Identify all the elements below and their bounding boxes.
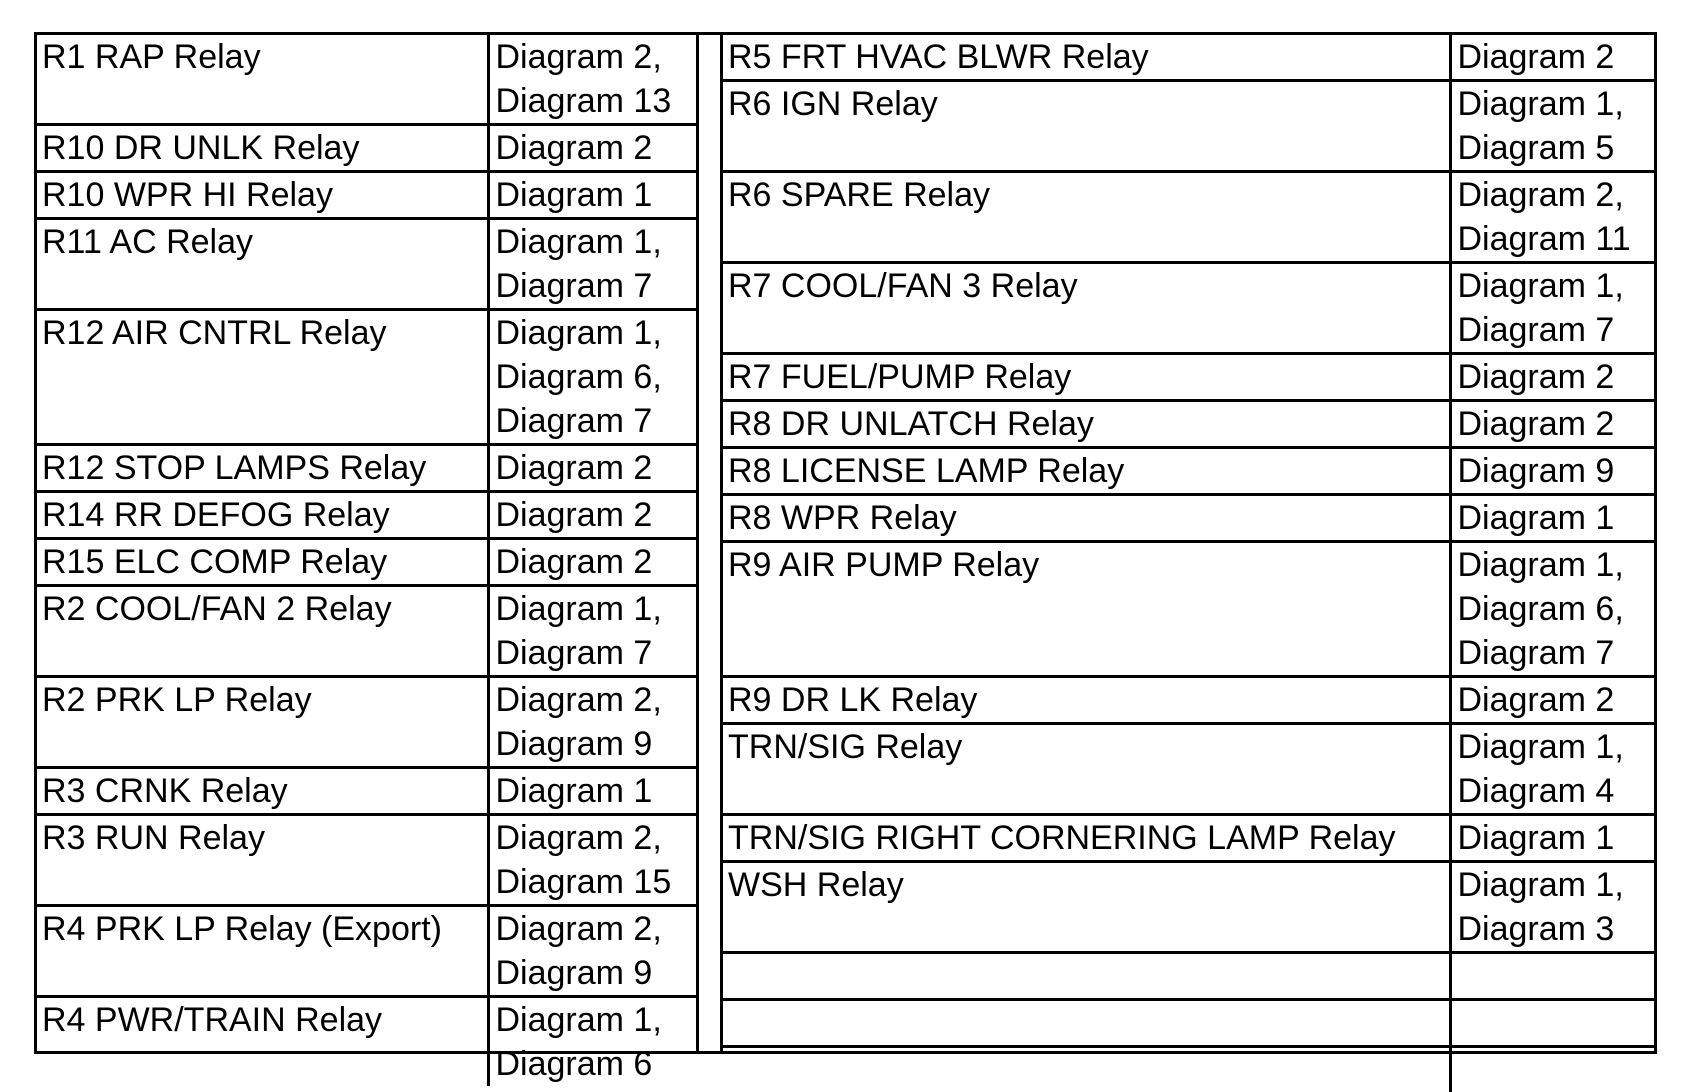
diagram-ref-cell <box>1450 81 1654 172</box>
diagram-ref-cell <box>488 219 696 310</box>
diagram-ref: Diagram 1, <box>1458 725 1655 769</box>
diagram-ref: Diagram 1, <box>496 587 697 631</box>
relay-index-frame <box>34 32 1657 1054</box>
relay-name-cell <box>723 354 1450 401</box>
diagram-ref-cell <box>488 997 696 1087</box>
relay-row <box>37 815 696 906</box>
relay-name-cell <box>723 448 1450 495</box>
relay-name-cell <box>723 1000 1450 1047</box>
relay-name: R3 CRNK Relay <box>42 769 487 813</box>
diagram-ref: Diagram 1, <box>1458 264 1655 308</box>
diagram-ref <box>1458 1048 1655 1092</box>
relay-row <box>723 354 1654 401</box>
relay-name: R10 WPR HI Relay <box>42 173 487 217</box>
relay-row <box>723 724 1654 815</box>
relay-name: R5 FRT HVAC BLWR Relay <box>728 35 1449 79</box>
relay-row <box>37 586 696 677</box>
diagram-ref: Diagram 2, <box>496 35 697 79</box>
relay-name-cell <box>723 495 1450 542</box>
diagram-ref: Diagram 2 <box>496 540 697 584</box>
relay-name: R12 AIR CNTRL Relay <box>42 311 487 355</box>
relay-row <box>37 492 696 539</box>
relay-row <box>37 125 696 172</box>
diagram-ref: Diagram 2 <box>1458 402 1655 446</box>
diagram-ref: Diagram 6, <box>1458 587 1655 631</box>
diagram-ref: Diagram 2 <box>1458 355 1655 399</box>
relay-row <box>723 677 1654 724</box>
diagram-ref: Diagram 7 <box>496 631 697 675</box>
relay-name: R15 ELC COMP Relay <box>42 540 487 584</box>
diagram-ref: Diagram 1 <box>1458 496 1655 540</box>
relay-row <box>37 35 696 125</box>
diagram-ref-cell <box>488 492 696 539</box>
diagram-ref-cell <box>488 310 696 445</box>
left-relay-table <box>37 35 696 1086</box>
diagram-ref-cell <box>1450 1047 1654 1092</box>
diagram-ref: Diagram 6 <box>496 1042 697 1086</box>
relay-row <box>37 906 696 997</box>
relay-row <box>723 495 1654 542</box>
relay-name: R7 FUEL/PUMP Relay <box>728 355 1449 399</box>
relay-name: R12 STOP LAMPS Relay <box>42 446 487 490</box>
relay-name-cell <box>723 172 1450 263</box>
diagram-ref: Diagram 1, <box>496 311 697 355</box>
relay-row <box>723 542 1654 677</box>
diagram-ref-cell <box>488 172 696 219</box>
diagram-ref: Diagram 2 <box>1458 35 1655 79</box>
column-divider-left <box>696 35 699 1051</box>
diagram-ref-cell <box>1450 172 1654 263</box>
diagram-ref-cell <box>1450 448 1654 495</box>
diagram-ref-cell <box>1450 677 1654 724</box>
diagram-ref: Diagram 1 <box>1458 816 1655 860</box>
relay-name-cell <box>37 906 488 997</box>
relay-row <box>723 953 1654 1000</box>
diagram-ref-cell <box>1450 35 1654 81</box>
relay-name-cell <box>723 542 1450 677</box>
relay-row <box>723 1000 1654 1047</box>
diagram-ref: Diagram 1 <box>496 769 697 813</box>
relay-name-cell <box>37 768 488 815</box>
diagram-ref-cell <box>488 677 696 768</box>
relay-row <box>723 815 1654 862</box>
diagram-ref: Diagram 9 <box>1458 449 1655 493</box>
relay-name: R14 RR DEFOG Relay <box>42 493 487 537</box>
relay-name: R4 PWR/TRAIN Relay <box>42 998 487 1042</box>
diagram-ref-cell <box>488 35 696 125</box>
relay-name-cell <box>723 401 1450 448</box>
relay-name: TRN/SIG Relay <box>728 725 1449 769</box>
diagram-ref: Diagram 1, <box>1458 863 1655 907</box>
relay-name-cell <box>37 586 488 677</box>
relay-name <box>728 1001 1449 1045</box>
diagram-ref: Diagram 7 <box>1458 631 1655 675</box>
diagram-ref-cell <box>1450 401 1654 448</box>
diagram-ref: Diagram 2, <box>496 907 697 951</box>
diagram-ref: Diagram 1, <box>496 998 697 1042</box>
diagram-ref-cell <box>1450 862 1654 953</box>
diagram-ref-cell <box>1450 724 1654 815</box>
relay-row <box>723 401 1654 448</box>
relay-name-cell <box>37 310 488 445</box>
relay-row <box>723 1047 1654 1092</box>
relay-row <box>37 539 696 586</box>
relay-name: R9 AIR PUMP Relay <box>728 543 1449 587</box>
diagram-ref: Diagram 2, <box>496 678 697 722</box>
relay-name-cell <box>723 35 1450 81</box>
relay-name-cell <box>37 492 488 539</box>
diagram-ref-cell <box>1450 953 1654 1000</box>
diagram-ref-cell <box>1450 263 1654 354</box>
relay-name: R6 SPARE Relay <box>728 173 1449 217</box>
diagram-ref: Diagram 1, <box>1458 543 1655 587</box>
diagram-ref-cell <box>488 906 696 997</box>
relay-name-cell <box>37 172 488 219</box>
diagram-ref: Diagram 1, <box>496 220 697 264</box>
relay-name <box>728 1048 1449 1092</box>
relay-name-cell <box>37 539 488 586</box>
diagram-ref: Diagram 15 <box>496 860 697 904</box>
relay-name: R11 AC Relay <box>42 220 487 264</box>
relay-name-cell <box>723 815 1450 862</box>
diagram-ref-cell <box>1450 815 1654 862</box>
relay-name: TRN/SIG RIGHT CORNERING LAMP Relay <box>728 816 1449 860</box>
relay-name: R2 COOL/FAN 2 Relay <box>42 587 487 631</box>
relay-row <box>37 677 696 768</box>
diagram-ref: Diagram 2, <box>1458 173 1655 217</box>
relay-row <box>723 81 1654 172</box>
diagram-ref: Diagram 3 <box>1458 907 1655 951</box>
relay-name-cell <box>723 724 1450 815</box>
relay-row <box>37 219 696 310</box>
relay-row <box>723 35 1654 81</box>
relay-name-cell <box>723 953 1450 1000</box>
diagram-ref: Diagram 6, <box>496 355 697 399</box>
diagram-ref: Diagram 11 <box>1458 217 1655 261</box>
relay-name-cell <box>37 125 488 172</box>
relay-name: R9 DR LK Relay <box>728 678 1449 722</box>
relay-name-cell <box>37 445 488 492</box>
relay-name: R4 PRK LP Relay (Export) <box>42 907 487 951</box>
diagram-ref <box>1458 1001 1655 1045</box>
diagram-ref: Diagram 9 <box>496 722 697 766</box>
diagram-ref: Diagram 4 <box>1458 769 1655 813</box>
relay-name: R2 PRK LP Relay <box>42 678 487 722</box>
diagram-ref: Diagram 2 <box>496 493 697 537</box>
diagram-ref-cell <box>1450 542 1654 677</box>
relay-name-cell <box>723 862 1450 953</box>
relay-name-cell <box>37 815 488 906</box>
relay-name-cell <box>723 81 1450 172</box>
relay-row <box>723 172 1654 263</box>
diagram-ref-cell <box>488 445 696 492</box>
diagram-ref: Diagram 2 <box>496 446 697 490</box>
relay-name-cell <box>723 677 1450 724</box>
diagram-ref: Diagram 2 <box>496 126 697 170</box>
relay-row <box>723 448 1654 495</box>
relay-name: R6 IGN Relay <box>728 82 1449 126</box>
relay-row <box>723 263 1654 354</box>
diagram-ref <box>1458 954 1655 998</box>
relay-row <box>37 310 696 445</box>
diagram-ref-cell <box>488 539 696 586</box>
diagram-ref-cell <box>1450 1000 1654 1047</box>
relay-row <box>37 997 696 1087</box>
right-relay-table <box>723 35 1654 1092</box>
relay-name: R8 WPR Relay <box>728 496 1449 540</box>
diagram-ref-cell <box>1450 495 1654 542</box>
diagram-ref-cell <box>1450 354 1654 401</box>
diagram-ref-cell <box>488 815 696 906</box>
diagram-ref-cell <box>488 125 696 172</box>
diagram-ref: Diagram 13 <box>496 79 697 123</box>
relay-name: R7 COOL/FAN 3 Relay <box>728 264 1449 308</box>
relay-name <box>728 954 1449 998</box>
diagram-ref: Diagram 7 <box>1458 308 1655 352</box>
relay-name: R1 RAP Relay <box>42 35 487 79</box>
diagram-ref: Diagram 1 <box>496 173 697 217</box>
diagram-ref-cell <box>488 768 696 815</box>
diagram-ref: Diagram 2, <box>496 816 697 860</box>
relay-name-cell <box>723 263 1450 354</box>
relay-name-cell <box>37 35 488 125</box>
diagram-ref: Diagram 1, <box>1458 82 1655 126</box>
diagram-ref: Diagram 2 <box>1458 678 1655 722</box>
diagram-ref: Diagram 5 <box>1458 126 1655 170</box>
relay-row <box>37 768 696 815</box>
relay-name: R8 LICENSE LAMP Relay <box>728 449 1449 493</box>
relay-name-cell <box>37 677 488 768</box>
diagram-ref-cell <box>488 586 696 677</box>
relay-name-cell <box>723 1047 1450 1092</box>
relay-row <box>37 445 696 492</box>
relay-row <box>723 862 1654 953</box>
diagram-ref: Diagram 7 <box>496 399 697 443</box>
relay-name-cell <box>37 997 488 1087</box>
relay-row <box>37 172 696 219</box>
relay-name: WSH Relay <box>728 863 1449 907</box>
relay-name: R3 RUN Relay <box>42 816 487 860</box>
diagram-ref: Diagram 9 <box>496 951 697 995</box>
diagram-ref: Diagram 7 <box>496 264 697 308</box>
relay-name: R10 DR UNLK Relay <box>42 126 487 170</box>
relay-name: R8 DR UNLATCH Relay <box>728 402 1449 446</box>
relay-name-cell <box>37 219 488 310</box>
